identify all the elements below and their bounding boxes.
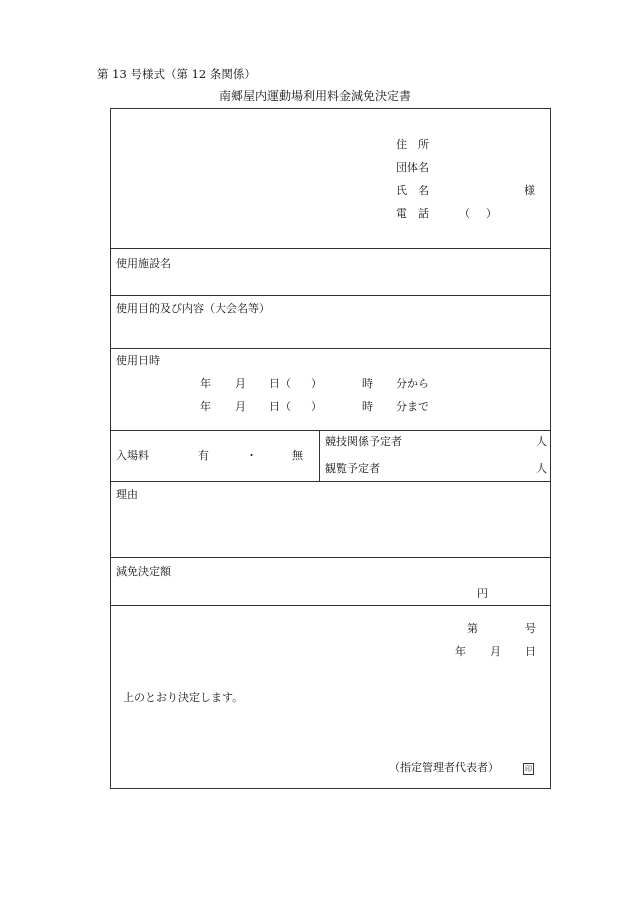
start-minute-from: 分から <box>396 377 429 390</box>
end-year: 年 <box>200 400 211 413</box>
page-title: 南郷屋内運動場利用料金減免決定書 <box>218 89 411 103</box>
end-hour: 時 <box>362 400 373 413</box>
divider <box>111 348 550 349</box>
spectators-label: 観覧予定者 <box>325 462 380 475</box>
number-prefix: 第 <box>467 622 478 635</box>
facility-label: 使用施設名 <box>116 257 171 270</box>
admission-yes: 有 <box>198 449 209 462</box>
decision-form-table <box>110 108 551 789</box>
end-paren-close: ） <box>311 400 322 413</box>
divider <box>111 557 550 558</box>
competitors-unit: 人 <box>536 435 547 448</box>
divider <box>111 430 550 431</box>
decision-month: 月 <box>490 645 501 658</box>
currency-unit: 円 <box>477 587 488 600</box>
divider <box>111 295 550 296</box>
competitors-label: 競技関係予定者 <box>325 435 402 448</box>
signer-label: （指定管理者代表者） <box>389 761 499 774</box>
reason-label: 理由 <box>116 488 138 501</box>
admission-label: 入場料 <box>116 449 149 462</box>
decision-year: 年 <box>455 645 466 658</box>
number-suffix: 号 <box>525 622 536 635</box>
spectators-unit: 人 <box>536 462 547 475</box>
decision-statement: 上のとおり決定します。 <box>123 691 244 704</box>
decision-day: 日 <box>525 645 536 658</box>
end-minute-to: 分まで <box>396 400 429 413</box>
honorific: 様 <box>524 184 535 197</box>
phone-label: 電 話 <box>396 207 429 220</box>
start-month: 月 <box>235 377 246 390</box>
admission-separator: ・ <box>246 449 257 462</box>
divider <box>111 248 550 249</box>
start-paren-close: ） <box>311 377 322 390</box>
address-label: 住 所 <box>396 138 429 151</box>
end-day: 日 <box>269 400 280 413</box>
start-hour: 時 <box>362 377 373 390</box>
name-label: 氏 名 <box>396 184 429 197</box>
phone-paren-close: ） <box>486 207 497 220</box>
purpose-label: 使用目的及び内容（大会名等） <box>116 302 270 315</box>
phone-paren-open: （ <box>459 207 470 220</box>
divider <box>111 481 550 482</box>
reduction-label: 減免決定額 <box>116 565 171 578</box>
end-month: 月 <box>235 400 246 413</box>
divider <box>111 605 550 606</box>
end-paren-open: （ <box>280 400 291 413</box>
seal-mark <box>523 762 534 775</box>
start-day: 日 <box>269 377 280 390</box>
usage-date-label: 使用日時 <box>116 354 160 367</box>
divider <box>319 430 320 481</box>
group-label: 団体名 <box>396 161 429 174</box>
seal-icon: 印 <box>525 765 532 773</box>
start-year: 年 <box>200 377 211 390</box>
form-number: 第 13 号様式（第 12 条関係） <box>97 67 256 81</box>
start-paren-open: （ <box>280 377 291 390</box>
admission-no: 無 <box>292 449 303 462</box>
